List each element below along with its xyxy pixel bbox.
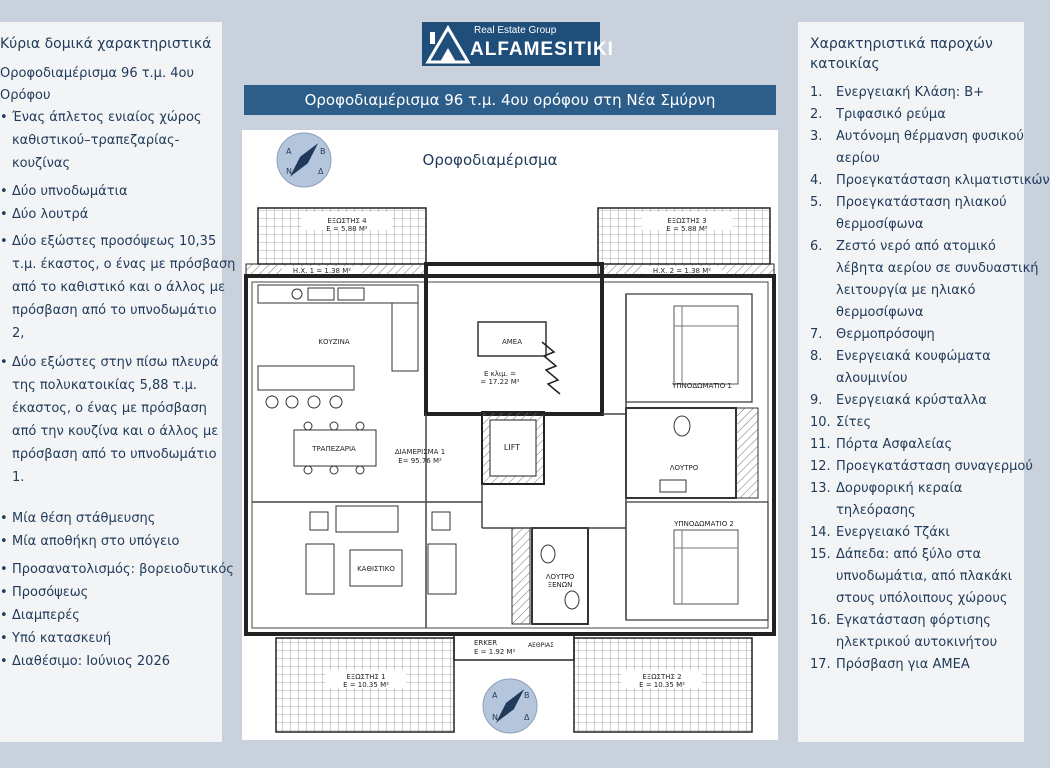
amenity-text [836,654,970,676]
amenity-line: λειτουργία με ηλιακό [836,283,976,298]
svg-text:Β: Β [320,147,326,156]
bullet-icon: • [0,511,8,526]
bullet-icon: • [0,654,8,669]
intro-line: Ορόφου [0,88,51,103]
amenity-line: τηλεόρασης [836,503,916,518]
feature-line: Δύο λουτρά [12,207,89,222]
company-logo [422,22,614,66]
guest-bath-label: ΛΟΥΤΡΟ [545,573,575,581]
amenity-item [810,126,1024,170]
amenity-item [810,346,991,390]
feature-line: πρόσβαση από το υπνοδωμάτιο [12,447,217,462]
amenity-number: 3. [810,129,823,144]
amenity-number: 6. [810,239,823,254]
amenities-panel [798,22,1050,742]
amenity-line: Ενεργειακά κουφώματα [836,349,991,364]
svg-text:Β: Β [524,691,530,700]
feature-line: Προσανατολισμός: βορειοδυτικός [12,562,234,577]
feature-line: της πολυκατοικίας 5,88 τ.μ. [12,378,198,393]
house-logo-icon [424,22,470,66]
features-panel [0,22,236,742]
bullet-icon: • [0,631,8,646]
amenity-line: Θερμοπρόσοψη [836,327,935,342]
amenity-line: αλουμινίου [836,371,908,386]
amenity-line: λέβητα αερίου σε συνδυαστική [836,261,1039,276]
amenity-number: 5. [810,195,823,210]
floor-plan [242,130,778,740]
feature-line: Προσόψεως [12,585,89,600]
amenity-text [836,544,1012,610]
feature-line: από την κουζίνα και ο άλλος με [12,424,219,439]
amenity-item [810,434,952,456]
amenity-text [836,434,952,456]
balcony-1-area: Ε = 10.35 Μ² [343,681,389,689]
amenity-text [836,104,946,126]
amenity-number: 12. [810,459,831,474]
balcony-3-label: ΕΞΩΣΤΗΣ 3 [667,217,707,225]
amenity-line: Εγκατάσταση φόρτισης [836,613,991,628]
amenity-item [810,324,935,346]
bullet-icon: • [0,207,8,222]
svg-text:Ν: Ν [492,713,498,722]
feature-line: 2, [12,326,25,341]
living-label: ΚΑΘΙΣΤΙΚΟ [357,565,395,573]
amenity-text [836,346,991,390]
apartment-area: Ε= 95.76 Μ² [398,457,442,465]
feature-line: 1. [12,470,25,485]
listing-title: Οροφοδιαμέρισμα 96 τ.μ. 4ου ορόφου στη Νέα Σμύρνη [244,85,776,115]
amenity-line: θερμοσίφωνα [836,305,924,320]
intro-line: Οροφοδιαμέρισμα 96 τ.μ. 4ου [0,66,194,81]
compass-icon [277,133,331,187]
erker-label: ERKER [474,639,498,647]
amenity-item [810,610,997,654]
amenity-item [810,104,946,126]
bullet-icon: • [0,184,8,199]
feature-line: Διαθέσιμο: Ιούνιος 2026 [12,654,170,669]
bullet-icon: • [0,234,8,249]
feature-line: Ένας άπλετος ενιαίος χώρος [12,110,202,125]
amenity-text [836,170,1050,192]
kitchen-label: ΚΟΥΖΙΝΑ [318,338,350,346]
feature-line: Δύο εξώστες προσόψεως 10,35 [12,234,217,249]
amenity-number: 16. [810,613,831,628]
amenity-line: Αυτόνομη θέρμανση φυσικού [836,129,1024,144]
hx-2-label: Η.Χ. 2 = 1.38 Μ² [652,267,712,275]
stair-area-value: = 17.22 Μ² [480,378,520,386]
amenity-line: Ενεργειακή Κλάση: Β+ [836,85,985,100]
amenity-line: Προεγκατάσταση συναγερμού [836,459,1033,474]
plan-heading: Οροφοδιαμέρισμα [422,151,558,169]
amenity-number: 7. [810,327,823,342]
guest-bath-label-2: ΞΕΝΩΝ [547,581,573,589]
apartment-label: ΔΙΑΜΕΡΙΣΜΑ 1 [394,448,446,456]
amenity-line: Δάπεδα: από ξύλο στα [836,547,982,562]
amenity-number: 8. [810,349,823,364]
amenity-number: 2. [810,107,823,122]
amenity-item [810,478,962,522]
bullet-icon: • [0,110,8,125]
amenity-number: 14. [810,525,831,540]
floor-plan-drawing [242,130,778,740]
amenity-number: 10. [810,415,831,430]
amenity-line: Τριφασικό ρεύμα [836,107,946,122]
stair-area-label: Ε κλιμ. = [483,370,517,378]
amenity-line: υπνοδωμάτια, από πλακάκι [836,569,1013,584]
erker-area: Ε = 1.92 Μ² [474,648,516,656]
logo-brand: ALFAMESITIKI [470,39,614,60]
amenity-line: Σίτες [836,415,872,430]
logo-tagline: Real Estate Group [474,25,557,36]
amea-label: ΑΜΕΑ [501,338,523,346]
amenity-text [836,126,1024,170]
balcony-3-area: Ε = 5.88 Μ² [666,225,708,233]
balcony-1-label: ΕΞΩΣΤΗΣ 1 [346,673,386,681]
amenity-item [810,192,1007,236]
amenity-text [836,478,962,522]
feature-line: Μία αποθήκη στο υπόγειο [12,534,180,549]
amenity-line: στους υπόλοιπους χώρους [836,591,1008,606]
amenity-text [836,324,935,346]
balcony-4-label: ΕΞΩΣΤΗΣ 4 [327,217,367,225]
amenity-item [810,412,871,434]
amenity-line: Ενεργειακά κρύσταλλα [836,393,987,408]
amenity-number: 15. [810,547,831,562]
feature-line: Υπό κατασκευή [12,631,112,646]
amenity-line: Πρόσβαση για ΑΜΕΑ [836,657,970,672]
bullet-icon: • [0,562,8,577]
feature-line: πρόσβαση από το υπνοδωμάτιο [12,303,217,318]
bedroom-1-label: ΥΠΝΟΔΩΜΑΤΙΟ 1 [672,382,732,390]
amenity-line: αερίου [836,151,880,166]
svg-text:Δ: Δ [318,167,324,176]
feature-line: καθιστικού–τραπεζαρίας- [12,133,180,148]
feature-line: Διαμπερές [12,608,80,623]
feature-line: τ.μ. έκαστος, ο ένας με πρόσβαση [12,257,236,272]
amenity-line: ηλεκτρικού αυτοκινήτου [836,635,998,650]
amenity-item [810,522,950,544]
amenity-item [810,82,984,104]
bathroom-label: ΛΟΥΤΡΟ [669,464,699,472]
amenity-text [836,522,950,544]
svg-text:Α: Α [286,147,292,156]
amenity-number: 17. [810,657,831,672]
feature-line: από το καθιστικό και ο άλλος με [12,280,226,295]
bullet-icon: • [0,585,8,600]
amenity-number: 4. [810,173,823,188]
amenity-text [836,82,984,104]
amenity-line: Ενεργειακό Τζάκι [836,525,950,540]
amenity-item [810,456,1033,478]
lightwell-label: ΑΕΘΡΙΑΣ [528,642,554,649]
balcony-4-area: Ε = 5.88 Μ² [326,225,368,233]
balcony-2-label: ΕΞΩΣΤΗΣ 2 [642,673,682,681]
lift-label: LIFT [503,443,521,452]
bullet-icon: • [0,355,8,370]
bullet-icon: • [0,608,8,623]
hx-1-label: Η.Χ. 1 = 1.38 Μ² [292,267,352,275]
amenity-number: 9. [810,393,823,408]
feature-line: Μία θέση στάθμευσης [12,511,156,526]
bedroom-2-label: ΥΠΝΟΔΩΜΑΤΙΟ 2 [674,520,734,528]
amenity-item [810,170,1050,192]
amenity-number: 1. [810,85,823,100]
amenity-item [810,390,987,412]
amenity-line: Προεγκατάσταση ηλιακού [836,195,1007,210]
dining-label: ΤΡΑΠΕΖΑΡΙΑ [312,445,356,453]
svg-text:Ν: Ν [286,167,292,176]
balcony-2-area: Ε = 10.35 Μ² [639,681,685,689]
amenity-number: 11. [810,437,831,452]
amenity-text [836,456,1033,478]
amenity-item [810,236,1038,324]
amenity-text [836,412,871,434]
svg-text:Δ: Δ [524,713,530,722]
features-heading: Κύρια δομικά χαρακτηριστικά [0,36,212,52]
feature-line: Δύο υπνοδωμάτια [12,184,128,199]
feature-line: κουζίνας [12,156,71,171]
amenity-text [836,610,997,654]
amenity-item [810,544,1012,610]
amenity-line: Προεγκατάσταση κλιματιστικών [836,173,1050,188]
svg-text:Α: Α [492,691,498,700]
amenity-line: θερμοσίφωνα [836,217,924,232]
amenities-heading: Χαρακτηριστικά παροχών κατοικίας [810,36,993,72]
compass-icon [483,679,537,733]
amenity-item [810,654,970,676]
bullet-icon: • [0,534,8,549]
feature-line: Δύο εξώστες στην πίσω πλευρά [12,355,219,370]
amenity-text [836,236,1038,324]
amenity-line: Δορυφορική κεραία [836,481,963,496]
amenity-text [836,390,987,412]
amenity-line: Ζεστό νερό από ατομικό [836,239,996,254]
feature-line: έκαστος, ο ένας με πρόσβαση [12,401,207,416]
amenity-line: Πόρτα Ασφαλείας [836,437,953,452]
amenity-number: 13. [810,481,831,496]
amenity-text [836,192,1007,236]
